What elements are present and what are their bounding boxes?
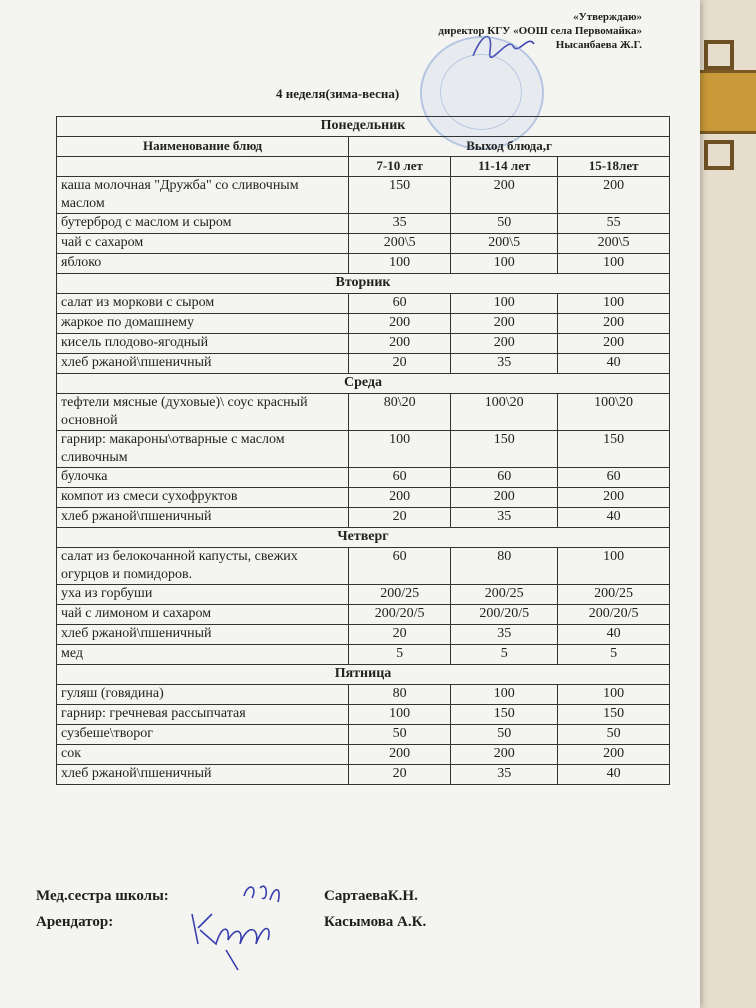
portion-value: 100 xyxy=(558,685,670,705)
table-row xyxy=(57,625,670,645)
table-row xyxy=(57,177,670,214)
header-blank xyxy=(57,157,349,177)
portion-value: 50 xyxy=(451,214,558,234)
portion-value: 100 xyxy=(558,254,670,274)
nurse-role: Мед.сестра школы: xyxy=(36,888,169,904)
portion-value: 20 xyxy=(349,765,451,785)
dish-name: бутерброд с маслом и сыром xyxy=(57,214,349,234)
signature-row-tenant xyxy=(36,914,636,940)
portion-value: 200/25 xyxy=(349,585,451,605)
portion-value: 40 xyxy=(558,625,670,645)
portion-value: 200\5 xyxy=(558,234,670,254)
dish-name: гарнир: гречневая рассыпчатая xyxy=(57,705,349,725)
table-row xyxy=(57,214,670,234)
header-row xyxy=(57,137,670,157)
cloth-motif xyxy=(704,40,734,70)
portion-value: 200 xyxy=(349,334,451,354)
table-row xyxy=(57,705,670,725)
day-heading: Среда xyxy=(57,374,670,394)
dish-name: каша молочная "Дружба" со сливочным маслом xyxy=(57,177,349,214)
portion-value: 55 xyxy=(558,214,670,234)
dish-name: хлеб ржаной\пшеничный xyxy=(57,765,349,785)
dish-name: кисель плодово-ягодный xyxy=(57,334,349,354)
nurse-name: СартаеваК.Н. xyxy=(324,888,418,904)
portion-value: 35 xyxy=(451,508,558,528)
dish-name: яблоко xyxy=(57,254,349,274)
header-age-group: 11-14 лет xyxy=(451,157,558,177)
portion-value: 200 xyxy=(558,745,670,765)
table-row xyxy=(57,508,670,528)
dish-name: гуляш (говядина) xyxy=(57,685,349,705)
day-heading: Четверг xyxy=(57,528,670,548)
dish-name: булочка xyxy=(57,468,349,488)
table-row xyxy=(57,548,670,585)
dish-name: чай с лимоном и сахаром xyxy=(57,605,349,625)
portion-value: 100 xyxy=(558,294,670,314)
portion-value: 100 xyxy=(451,254,558,274)
portion-value: 200 xyxy=(451,745,558,765)
dish-name: сузбеше\творог xyxy=(57,725,349,745)
portion-value: 200 xyxy=(558,488,670,508)
portion-value: 100 xyxy=(451,685,558,705)
day-heading: Пятница xyxy=(57,665,670,685)
portion-value: 200 xyxy=(349,488,451,508)
header-age-group: 7-10 лет xyxy=(349,157,451,177)
table-row xyxy=(57,394,670,431)
portion-value: 80 xyxy=(349,685,451,705)
cloth-motif xyxy=(704,140,734,170)
dish-name: мед xyxy=(57,645,349,665)
table-row xyxy=(57,605,670,625)
portion-value: 60 xyxy=(451,468,558,488)
header-ages-row xyxy=(57,157,670,177)
portion-value: 200 xyxy=(451,314,558,334)
table-row xyxy=(57,725,670,745)
portion-value: 100 xyxy=(451,294,558,314)
portion-value: 100 xyxy=(349,705,451,725)
day-row xyxy=(57,528,670,548)
portion-value: 200 xyxy=(558,314,670,334)
dish-name: салат из моркови с сыром xyxy=(57,294,349,314)
portion-value: 200\5 xyxy=(349,234,451,254)
portion-value: 200 xyxy=(558,177,670,214)
table-row xyxy=(57,468,670,488)
portion-value: 40 xyxy=(558,765,670,785)
portion-value: 150 xyxy=(558,431,670,468)
portion-value: 200 xyxy=(558,334,670,354)
table-row xyxy=(57,294,670,314)
portion-value: 40 xyxy=(558,354,670,374)
portion-value: 200/25 xyxy=(558,585,670,605)
dish-name: хлеб ржаной\пшеничный xyxy=(57,625,349,645)
day-heading: Понедельник xyxy=(57,117,670,137)
portion-value: 200\5 xyxy=(451,234,558,254)
approval-line-1: «Утверждаю» xyxy=(573,11,642,23)
dish-name: салат из белокочанной капусты, свежих огурцов и помидоров. xyxy=(57,548,349,585)
portion-value: 60 xyxy=(349,548,451,585)
dish-name: хлеб ржаной\пшеничный xyxy=(57,354,349,374)
week-title: 4 неделя(зима-весна) xyxy=(276,86,400,101)
tenant-role: Арендатор: xyxy=(36,914,114,930)
day-row xyxy=(57,117,670,137)
portion-value: 150 xyxy=(558,705,670,725)
portion-value: 100\20 xyxy=(558,394,670,431)
table-row xyxy=(57,254,670,274)
portion-value: 200/20/5 xyxy=(558,605,670,625)
dish-name: тефтели мясные (духовые)\ соус красный основной xyxy=(57,394,349,431)
portion-value: 200 xyxy=(451,177,558,214)
menu-table xyxy=(56,116,670,785)
dish-name: гарнир: макароны\отварные с маслом сливочным xyxy=(57,431,349,468)
portion-value: 35 xyxy=(451,765,558,785)
table-row xyxy=(57,234,670,254)
portion-value: 100 xyxy=(349,431,451,468)
dish-name: жаркое по домашнему xyxy=(57,314,349,334)
portion-value: 150 xyxy=(451,705,558,725)
day-heading: Вторник xyxy=(57,274,670,294)
table-row xyxy=(57,745,670,765)
portion-value: 200 xyxy=(451,334,558,354)
day-row xyxy=(57,665,670,685)
portion-value: 200 xyxy=(349,314,451,334)
portion-value: 5 xyxy=(349,645,451,665)
table-row xyxy=(57,314,670,334)
portion-value: 80 xyxy=(451,548,558,585)
table-row xyxy=(57,685,670,705)
header-age-group: 15-18лет xyxy=(558,157,670,177)
portion-value: 40 xyxy=(558,508,670,528)
dish-name: хлеб ржаной\пшеничный xyxy=(57,508,349,528)
approval-line-3: Нысанбаева Ж.Г. xyxy=(555,39,642,51)
portion-value: 200 xyxy=(349,745,451,765)
approval-line-2: директор КГУ «ООШ села Первомайка» xyxy=(438,25,642,37)
table-row xyxy=(57,334,670,354)
day-row xyxy=(57,274,670,294)
portion-value: 20 xyxy=(349,625,451,645)
table-row xyxy=(57,765,670,785)
table-row xyxy=(57,645,670,665)
portion-value: 200/25 xyxy=(451,585,558,605)
portion-value: 35 xyxy=(451,625,558,645)
portion-value: 200/20/5 xyxy=(451,605,558,625)
portion-value: 5 xyxy=(451,645,558,665)
portion-value: 35 xyxy=(349,214,451,234)
portion-value: 200/20/5 xyxy=(349,605,451,625)
portion-value: 60 xyxy=(349,294,451,314)
dish-name: компот из смеси сухофруктов xyxy=(57,488,349,508)
portion-value: 50 xyxy=(558,725,670,745)
table-row xyxy=(57,431,670,468)
dish-name: сок xyxy=(57,745,349,765)
portion-value: 20 xyxy=(349,354,451,374)
day-row xyxy=(57,374,670,394)
portion-value: 20 xyxy=(349,508,451,528)
portion-value: 100 xyxy=(349,254,451,274)
table-row xyxy=(57,354,670,374)
portion-value: 80\20 xyxy=(349,394,451,431)
portion-value: 35 xyxy=(451,354,558,374)
table-row xyxy=(57,585,670,605)
header-output: Выход блюда,г xyxy=(349,137,670,157)
signatures-block xyxy=(36,888,636,940)
portion-value: 150 xyxy=(451,431,558,468)
dish-name: чай с сахаром xyxy=(57,234,349,254)
portion-value: 50 xyxy=(349,725,451,745)
portion-value: 100\20 xyxy=(451,394,558,431)
portion-value: 50 xyxy=(451,725,558,745)
portion-value: 150 xyxy=(349,177,451,214)
header-dish-name: Наименование блюд xyxy=(57,137,349,157)
signature-row-nurse xyxy=(36,888,636,914)
portion-value: 200 xyxy=(451,488,558,508)
dish-name: уха из горбуши xyxy=(57,585,349,605)
portion-value: 5 xyxy=(558,645,670,665)
tenant-name: Касымова А.К. xyxy=(324,914,427,930)
portion-value: 60 xyxy=(349,468,451,488)
table-row xyxy=(57,488,670,508)
portion-value: 60 xyxy=(558,468,670,488)
tenant-signature-icon xyxy=(186,904,286,974)
portion-value: 100 xyxy=(558,548,670,585)
